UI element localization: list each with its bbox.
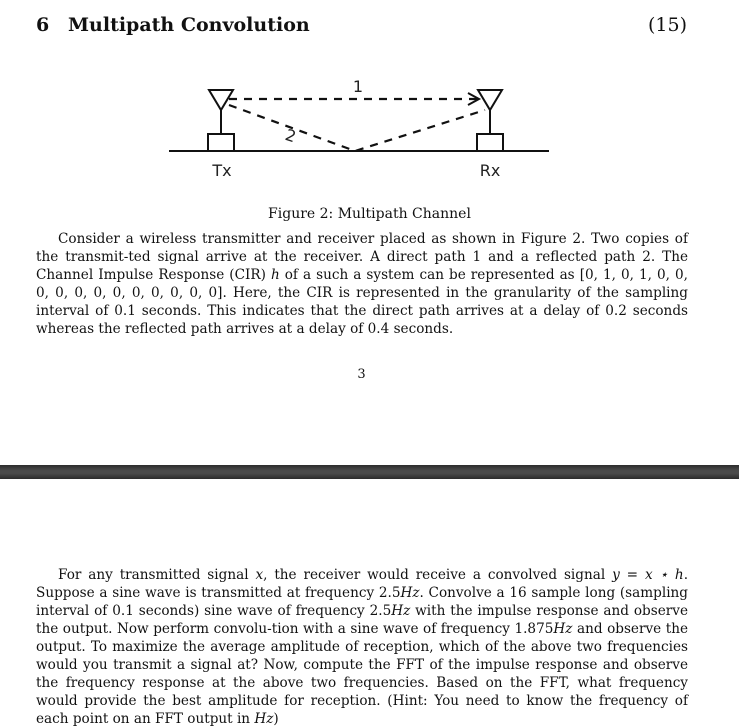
var-x: x [255,567,264,583]
page-number: 3 [357,367,366,382]
para2-text-6: and observe the output. To maximize the average amplitude of reception, which of the above two frequencies would you transmit a signal at? Now, compute the FFT of the impulse response and observe the frequency response at the above two frequencies. Based on the FFT, what frequency would provide the best amplitude for reception. (Hint: You need to know the frequency of each point on an FFT output in [36,621,688,727]
para2-text-1: For any transmitted signal [58,567,249,583]
section-points: (15) [647,14,687,36]
unit-hz: Hz [400,585,420,601]
reflected-path-2 [229,105,485,151]
para2-text-5: with the impulse response and observe the output. Now perform convolu-tion with a sine wave of frequency 1.875 [36,603,688,637]
path-2-label: 2 [282,125,299,147]
para2-text-7: ) [273,711,279,727]
para1-text-1: Consider a wireless transmitter and receiver placed as shown in Figure 2. Two copies of the transmit-ted signal arrive at the receiver. A direct path 1 and a reflected path 2. The Channel Impulse Response (CIR) [36,231,688,283]
para2-text-3: . Suppose a sine wave is transmitted at frequency 2.5 [36,567,689,601]
paragraph-1 [36,230,688,338]
rx-label: Rx [479,161,501,180]
figure-caption: Figure 2: Multipath Channel [268,206,471,222]
multipath-channel-figure [165,72,555,187]
path-1-label: 1 [352,77,364,96]
unit-hz: Hz [391,603,411,619]
unit-hz: Hz [254,711,274,727]
tx-label: Tx [212,161,232,180]
unit-hz: Hz [553,621,573,637]
page-4 [0,479,739,728]
para1-text-2: of a such a system can be represented as [0, 1, 0, 1, 0, 0, 0, 0, 0, 0, 0, 0, 0, 0, 0, 0]. Here, the CIR is represented in the granularity of the sampling interval of 0.1 seconds. This indicates that the direct path arrives at a delay of 0.2 seconds whereas the reflected path arrives at a delay of 0.4 seconds. [36,267,688,337]
rx-antenna-icon [477,90,503,151]
para2-text-4: . Convolve a 16 sample long (sampling interval of 0.1 seconds) sine wave of frequency 2.5 [36,585,688,619]
var-h: h [270,267,280,283]
convolution-equation: y = x ⋆ h [612,567,684,583]
task-description [36,566,688,728]
section-title: Multipath Convolution [68,14,310,36]
para2-text-2: , the receiver would receive a convolved signal [263,567,606,583]
paragraph-2 [36,566,688,728]
problem-description [36,230,688,338]
page-divider [0,465,739,479]
section-number: 6 [36,14,50,36]
